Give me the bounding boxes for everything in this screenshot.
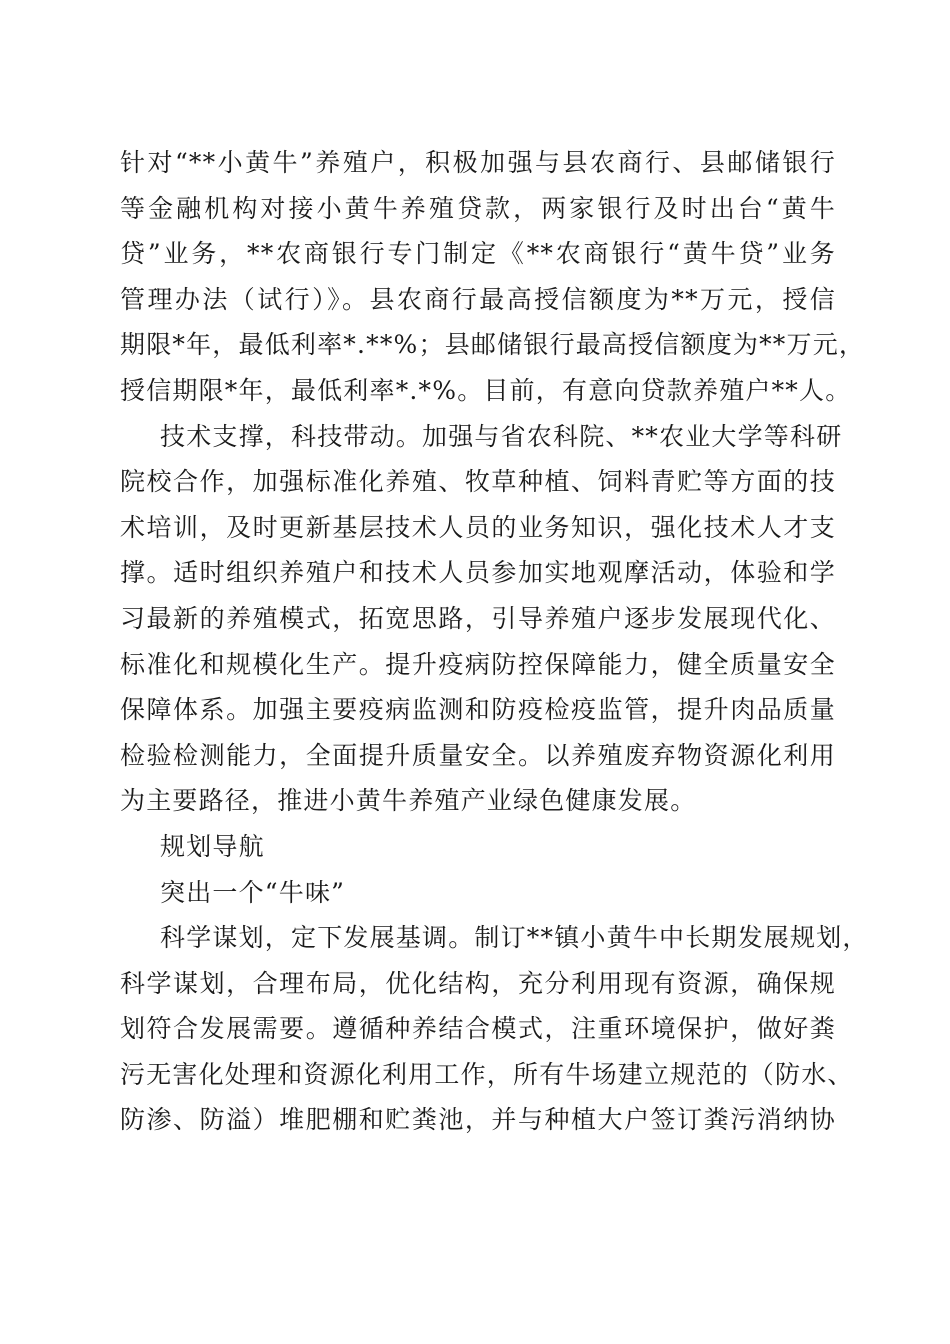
text-line: 科学谋划，合理布局，优化结构，充分利用现有资源，确保规 [120, 968, 836, 998]
text-line: 污无害化处理和资源化利用工作，所有牛场建立规范的（防水、 [120, 1059, 854, 1089]
text-line: 撑。适时组织养殖户和技术人员参加实地观摩活动，体验和学 [120, 558, 836, 588]
section-heading: 规划导航 [160, 831, 265, 861]
paragraph-first-line: 科学谋划，定下发展基调。制订**镇小黄牛中长期发展规划， [160, 923, 869, 953]
text-line: 保障体系。加强主要疫病监测和防疫检疫监管，提升肉品质量 [120, 695, 836, 725]
text-line: 划符合发展需要。遵循种养结合模式，注重环境保护，做好粪 [120, 1014, 836, 1044]
text-line: 授信期限*年，最低利率*.*%。目前，有意向贷款养殖户**人。 [120, 375, 852, 405]
text-line: 管理办法（试行）》。县农商行最高授信额度为**万元，授信 [120, 284, 836, 314]
document-body [120, 140, 869, 1143]
text-line: 针对“**小黄牛”养殖户，积极加强与县农商行、县邮储银行 [120, 148, 836, 177]
text-line: 习最新的养殖模式，拓宽思路，引导养殖户逐步发展现代化、 [120, 603, 836, 633]
text-line: 术培训，及时更新基层技术人员的业务知识，强化技术人才支 [120, 512, 836, 542]
text-line: 院校合作，加强标准化养殖、牧草种植、饲料青贮等方面的技 [120, 467, 836, 497]
text-line: 检验检测能力，全面提升质量安全。以养殖废弃物资源化利用 [120, 740, 836, 770]
paragraph-first-line: 技术支撑，科技带动。加强与省农科院、**农业大学等科研 [160, 421, 843, 451]
text-line: 期限*年，最低利率*.**%；县邮储银行最高授信额度为**万元， [120, 330, 866, 360]
text-line: 等金融机构对接小黄牛养殖贷款，两家银行及时出台“黄牛 [120, 193, 836, 223]
subsection-heading: 突出一个“牛味” [160, 877, 346, 907]
text-line: 防渗、防溢）堆肥棚和贮粪池，并与种植大户签订粪污消纳协 [120, 1105, 836, 1135]
text-line: 标准化和规模化生产。提升疫病防控保障能力，健全质量安全 [120, 649, 836, 679]
text-line: 贷”业务，**农商银行专门制定《**农商银行“黄牛贷”业务 [120, 239, 836, 269]
text-line: 为主要路径，推进小黄牛养殖产业绿色健康发展。 [120, 786, 697, 816]
